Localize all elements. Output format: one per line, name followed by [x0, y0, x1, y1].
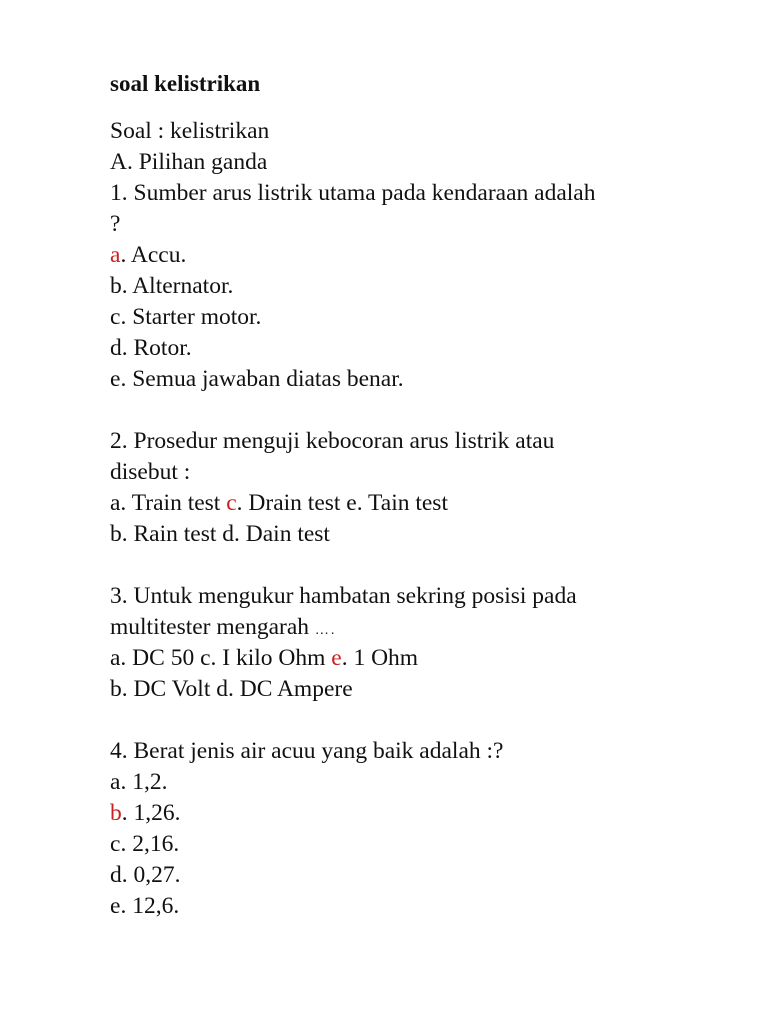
- question-text: multitester mengarah: [110, 614, 315, 640]
- answer-marker: a: [110, 242, 121, 268]
- question-2-text: 2. Prosedur menguji kebocoran arus listrik atau: [110, 428, 555, 454]
- ellipsis: ….: [314, 623, 337, 638]
- q2-options-row-2: b. Rain test d. Dain test: [110, 521, 330, 547]
- q1-option-c: [110, 302, 730, 333]
- option-text: . 0,27.: [121, 862, 181, 888]
- question-1-text: 1. Sumber arus listrik utama pada kendaraan adalah: [110, 180, 596, 206]
- q4-option-c: [110, 829, 730, 860]
- option-text: . Drain test e. Tain test: [236, 490, 448, 516]
- option-text: . Alternator.: [121, 273, 234, 299]
- option-letter: a: [110, 769, 121, 795]
- document-title: soal kelistrikan: [110, 71, 261, 96]
- q3-options-row-1: [110, 643, 730, 674]
- q4-option-a: [110, 767, 730, 798]
- document-body: [110, 116, 730, 922]
- question-2-text-cont: disebut :: [110, 459, 191, 485]
- option-text: . 1 Ohm: [341, 645, 419, 671]
- option-letter: e: [110, 366, 121, 392]
- question-1-text-cont: ?: [110, 211, 121, 237]
- option-text: a. Train test: [110, 490, 227, 516]
- option-text: . Rotor.: [121, 335, 192, 361]
- option-letter: e: [110, 893, 121, 919]
- q4-option-e: [110, 891, 730, 922]
- option-letter: d: [110, 862, 122, 888]
- q1-option-d: [110, 333, 730, 364]
- option-letter: c: [110, 831, 121, 857]
- blank-line: [110, 705, 730, 736]
- answer-marker: b: [110, 800, 122, 826]
- blank-line: [110, 395, 730, 426]
- q1-option-b: [110, 271, 730, 302]
- q3-options-row-2: b. DC Volt d. DC Ampere: [110, 676, 353, 702]
- q1-option-e: [110, 364, 730, 395]
- option-text: . 1,2.: [120, 769, 168, 795]
- q4-option-d: [110, 860, 730, 891]
- option-text: a. DC 50 c. I kilo Ohm: [110, 645, 332, 671]
- option-text: . 2,16.: [120, 831, 180, 857]
- option-text: . Accu.: [120, 242, 187, 268]
- option-text: . 12,6.: [120, 893, 180, 919]
- question-3-text: 3. Untuk mengukur hambatan sekring posisi pada: [110, 583, 577, 609]
- option-text: . 1,26.: [121, 800, 181, 826]
- question-4-text: 4. Berat jenis air acuu yang baik adalah :?: [110, 738, 504, 764]
- blank-line: [110, 550, 730, 581]
- option-text: . Semua jawaban diatas benar.: [120, 366, 404, 392]
- option-letter: c: [110, 304, 121, 330]
- subject-line: Soal : kelistrikan: [110, 118, 270, 144]
- option-letter: d: [110, 335, 122, 361]
- answer-marker: c: [226, 490, 237, 516]
- q2-options-row-1: [110, 488, 730, 519]
- answer-marker: e: [331, 645, 342, 671]
- option-letter: b: [110, 273, 122, 299]
- q1-option-a: [110, 240, 730, 271]
- question-3-text-cont: [110, 612, 730, 643]
- option-text: . Starter motor.: [120, 304, 262, 330]
- section-heading: A. Pilihan ganda: [110, 149, 268, 175]
- q4-option-b: [110, 798, 730, 829]
